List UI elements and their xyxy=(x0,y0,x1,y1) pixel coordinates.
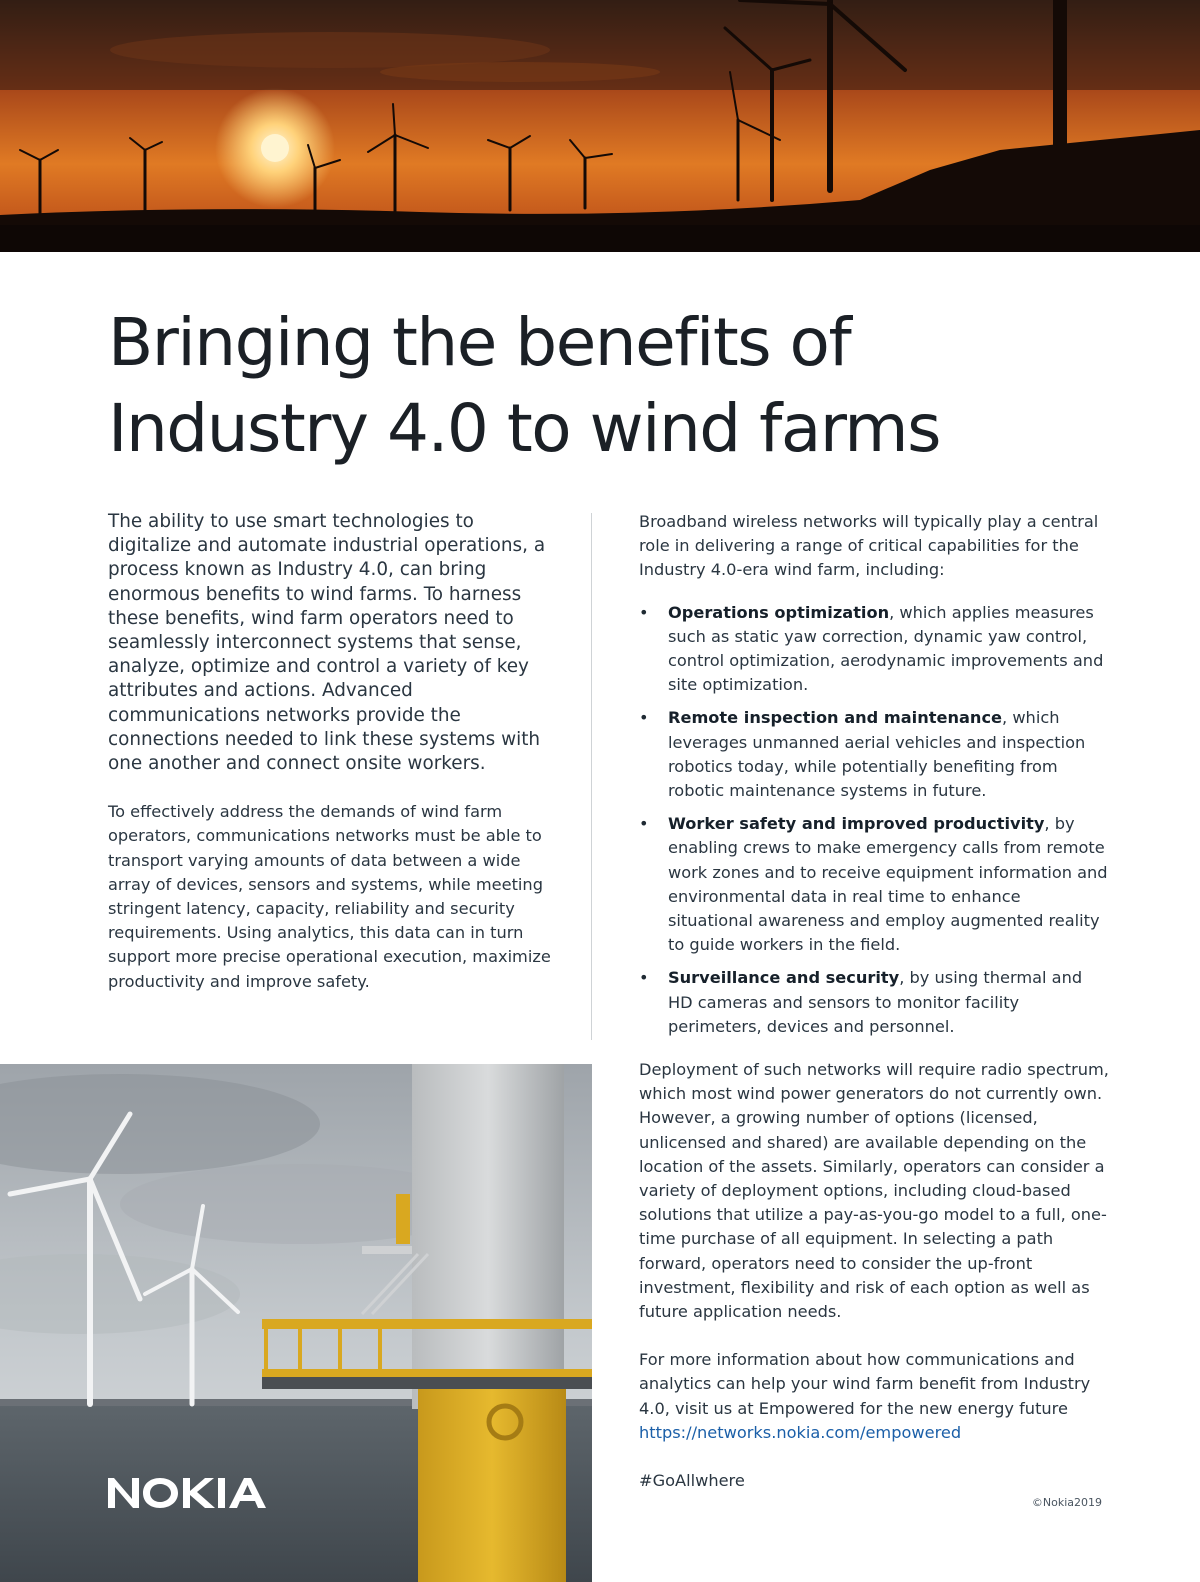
bullet-text: , which applies measures such as static yaw correction, dynamic yaw control, control optimization, aerodynamic improvements and site optimization. xyxy=(668,602,1104,695)
list-item xyxy=(639,706,1109,803)
hashtag: #GoAllwhere xyxy=(639,1471,745,1491)
title-line-1: Bringing the benefits of xyxy=(108,304,851,381)
sunset-wind-turbines-photo xyxy=(0,0,1200,252)
bullet-text: , by using thermal and HD cameras and sensors to monitor facility perimeters, devices and personnel. xyxy=(668,968,1083,1036)
deployment-paragraph: Deployment of such networks will require radio spectrum, which most wind power generators do not currently own. However, a growing number of options (licensed, unlicensed and shared) are available depending on the location of the assets. Similarly, operators can consider a variety of deployment options, including cloud-based solutions that utilize a pay-as-you-go model to a full, one-time purchase of all equipment. In selecting a path forward, operators need to consider the up-front investment, flexibility and risk of each option as well as future application needs. xyxy=(639,1060,1109,1322)
bullet-title: Worker safety and improved productivity xyxy=(668,814,1045,834)
right-column-lower xyxy=(639,1058,1109,1493)
bullet-title: Remote inspection and maintenance xyxy=(668,708,1003,728)
offshore-wind-turbine-photo xyxy=(0,1064,592,1582)
list-item xyxy=(639,812,1109,957)
column-divider xyxy=(591,513,592,1040)
list-item xyxy=(639,601,1109,698)
title-line-2: Industry 4.0 to wind farms xyxy=(108,390,940,467)
bullet-title: Operations optimization xyxy=(668,602,890,622)
more-info-text: For more information about how communications and analytics can help your wind farm benefit from Industry 4.0, visit us at Empowered for the new energy future xyxy=(639,1350,1091,1418)
page-title xyxy=(108,300,1108,472)
bullet-text: , by enabling crews to make emergency calls from remote work zones and to receive equipment information and environmental data in real time to enhance situational awareness and employ augmented reality to guide workers in the field. xyxy=(668,814,1108,955)
copyright-notice: ©Nokia2019 xyxy=(1031,1496,1102,1509)
capabilities-list xyxy=(639,601,1109,1039)
list-item xyxy=(639,966,1109,1039)
intro-paragraph: The ability to use smart technologies to digitalize and automate industrial operations, a process known as Industry 4.0, can bring enormous benefits to wind farms. To harness these benefits, wind farm operators need to seamlessly interconnect systems that sense, analyze, optimize and control a variety of key attributes and actions. Advanced communications networks provide the connections needed to link these systems with one another and connect onsite workers. xyxy=(108,511,546,775)
bullet-title: Surveillance and security xyxy=(668,968,900,988)
empowered-link[interactable]: https://networks.nokia.com/empowered xyxy=(639,1422,962,1442)
hero-image xyxy=(0,0,1200,252)
more-info-paragraph xyxy=(639,1348,1109,1445)
bottom-image xyxy=(0,1064,592,1582)
capabilities-intro: Broadband wireless networks will typically play a central role in delivering a range of critical capabilities for the Industry 4.0-era wind farm, including: xyxy=(639,512,1099,580)
nokia-logo xyxy=(108,1478,280,1512)
nokia-logo-mark xyxy=(108,1478,280,1508)
right-column xyxy=(639,510,1109,1048)
bullet-text: , which leverages unmanned aerial vehicles and inspection robotics today, while potentially benefiting from robotic maintenance systems in future. xyxy=(668,708,1086,801)
demands-paragraph: To effectively address the demands of wind farm operators, communications networks must be able to transport varying amounts of data between a wide array of devices, sensors and systems, while meeting stringent latency, capacity, reliability and security requirements. Using analytics, this data can in turn support more precise operational execution, maximize productivity and improve safety. xyxy=(108,802,551,991)
left-column xyxy=(108,510,558,994)
